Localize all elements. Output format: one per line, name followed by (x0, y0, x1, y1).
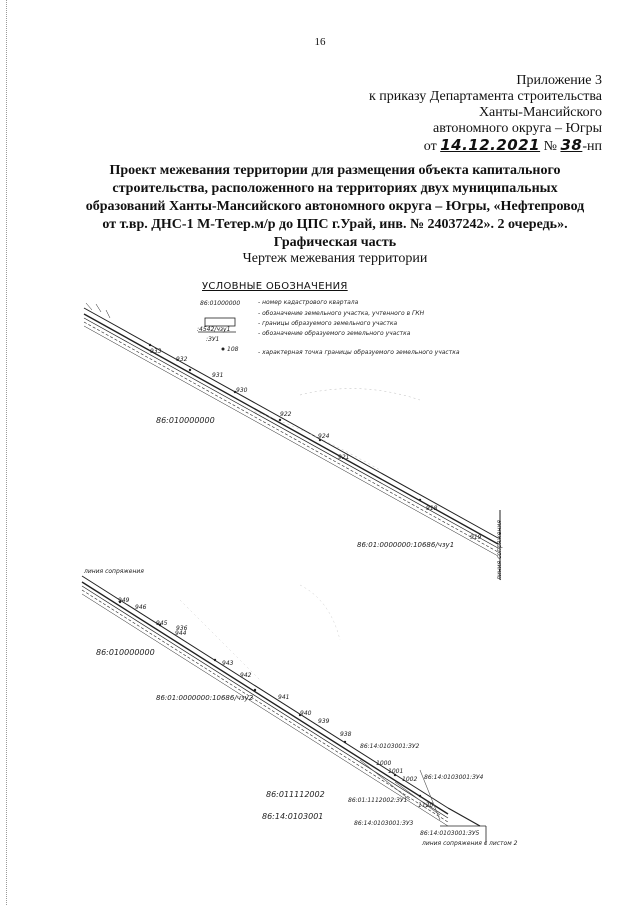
top-point-924: 924 (318, 433, 330, 440)
top-point-922: 922 (280, 411, 292, 418)
title-line-1: Проект межевания территории для размещения объекта капитального (109, 163, 561, 178)
title-line-5: Графическая часть (273, 235, 397, 250)
order-number: 38 (560, 136, 583, 154)
bottom-point-946: 946 (135, 604, 147, 611)
bottom-point-943: 943 (222, 660, 234, 667)
top-side-label: линия сопряжения (496, 520, 503, 580)
top-parcel-label: 86:01:0000000:10686/чзу1 (357, 541, 455, 549)
top-point-919: 919 (470, 534, 482, 541)
order-date: 14.12.2021 (440, 136, 541, 154)
top-quarter-label: 86:010000000 (156, 416, 215, 425)
bottom-parcel-1: 86:01:0000000:10686/чзу2 (156, 694, 254, 702)
legend-parcel-box (205, 318, 235, 326)
appendix-line-2: к приказу Департамента строительства (368, 89, 602, 104)
legend-item-boundary: - границы образуемого земельного участка (258, 320, 398, 327)
bottom-quarter-2: 86:011112002 (266, 790, 325, 799)
legend-item-point: - характерная точка границы образуемого земельного участка (258, 349, 460, 356)
date-prefix: от (423, 139, 437, 154)
legend-sample-quarter: 86:01000000 (200, 300, 241, 307)
bottom-point-938: 938 (340, 731, 352, 738)
legend-sample-parcel: :4542/чзу1 (197, 326, 231, 333)
appendix-line-1: Приложение 3 (516, 73, 602, 88)
legend-item-parcel-designation: - обозначение образуемого земельного участка (258, 330, 411, 337)
title-line-3: образований Ханты-Мансийского автономного округа – Югры, «Нефтепровод (85, 199, 585, 214)
bottom-quarter-3: 86:14:0103001 (262, 812, 324, 821)
bottom-point-1120: 1120 (418, 802, 434, 809)
top-point-918: 918 (426, 505, 438, 512)
legend-item-quarter: - номер кадастрового квартала (258, 299, 359, 306)
bottom-point-944: 944 (175, 630, 187, 637)
bottom-zu1: 86:01:1112002:ЗУ1 (348, 797, 408, 804)
legend-sample-zu: :ЗУ1 (206, 336, 220, 343)
bottom-point-1000: 1000 (376, 760, 392, 767)
top-point-931: 931 (212, 372, 224, 379)
bottom-point-1002: 1002 (402, 776, 418, 783)
bottom-point-1001: 1001 (388, 768, 404, 775)
bottom-point-942: 942 (240, 672, 252, 679)
top-point-933: 933 (150, 348, 162, 355)
bottom-quarter-1: 86:010000000 (96, 648, 155, 657)
legend-title: УСЛОВНЫЕ ОБОЗНАЧЕНИЯ (202, 281, 348, 292)
bottom-top-label: линия сопряжения (84, 568, 144, 575)
appendix-line-4: автономного округа – Югры (433, 121, 602, 136)
legend-item-gkn: - обозначение земельного участка, учтенного в ГКН (258, 310, 425, 317)
drawing-subtitle: Чертеж межевания территории (242, 251, 428, 266)
appendix-line-3: Ханты-Мансийского (478, 105, 602, 120)
bottom-zu5: 86:14:0103001:ЗУ5 (420, 830, 480, 837)
number-prefix: № (543, 139, 557, 154)
bottom-point-936: 936 (176, 625, 188, 632)
bottom-point-945: 945 (156, 620, 168, 627)
bottom-point-940: 940 (300, 710, 312, 717)
top-point-930: 930 (236, 387, 248, 394)
top-point-921: 921 (338, 454, 350, 461)
number-suffix: -нп (582, 139, 602, 154)
bottom-zu3: 86:14:0103001:ЗУ3 (354, 820, 414, 827)
bottom-point-939: 939 (318, 718, 330, 725)
bottom-point-941: 941 (278, 694, 290, 701)
title-line-4: от т.вр. ДНС-1 М-Тетер.м/р до ЦПС г.Урай, инв. № 24037242». 2 очередь». (102, 217, 568, 232)
legend-point-marker (222, 348, 225, 351)
title-line-2: строительства, расположенного на территориях двух муниципальных (112, 181, 558, 196)
page-number: 16 (314, 36, 326, 48)
legend-sample-point: 108 (227, 346, 239, 353)
bottom-zu4: 86:14:0103001:ЗУ4 (424, 774, 484, 781)
bottom-point-949: 949 (118, 597, 130, 604)
bottom-zu2: 86:14:0103001:ЗУ2 (360, 743, 420, 750)
bottom-end-label: линия сопряжения с листом 2 (422, 840, 518, 847)
top-point-932: 932 (176, 356, 188, 363)
bottom-map-faint-lines (180, 585, 340, 680)
